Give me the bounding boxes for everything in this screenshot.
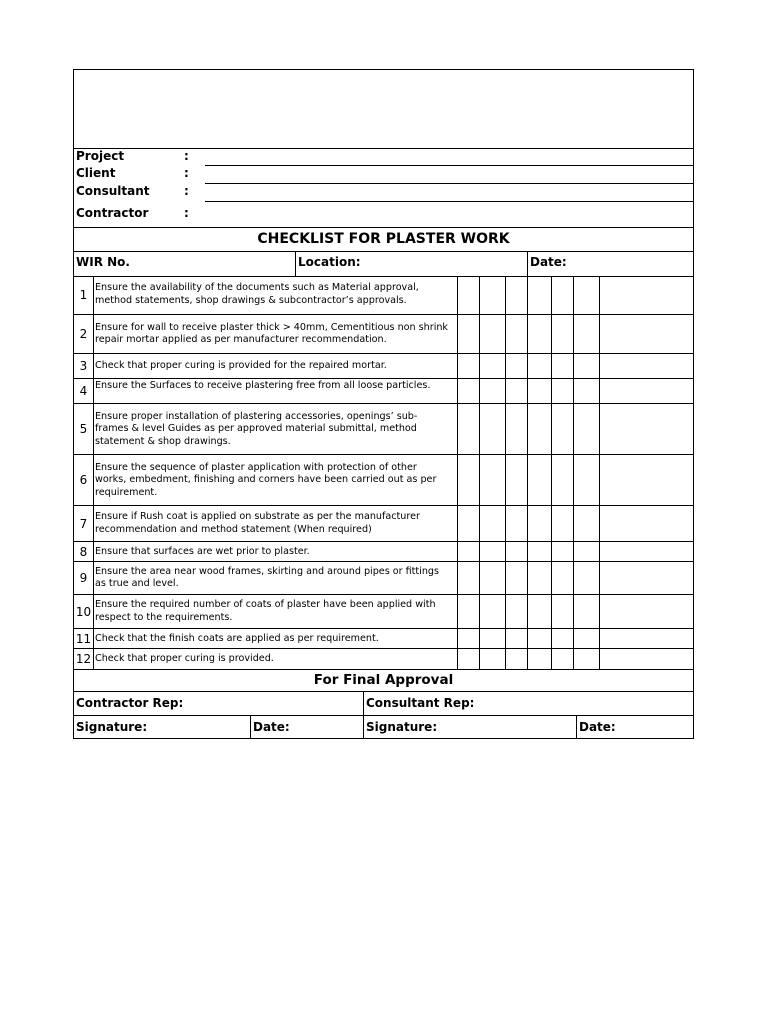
check-cell[interactable] bbox=[458, 315, 479, 353]
check-cell[interactable] bbox=[600, 562, 693, 594]
divider bbox=[74, 691, 693, 692]
divider bbox=[74, 251, 693, 252]
item-number: 6 bbox=[79, 473, 88, 487]
check-cell[interactable] bbox=[506, 562, 527, 594]
check-cell[interactable] bbox=[574, 276, 599, 314]
check-cell[interactable] bbox=[552, 506, 573, 541]
check-cell[interactable] bbox=[574, 455, 599, 505]
check-cell[interactable] bbox=[480, 276, 505, 314]
final-approval-title: For Final Approval bbox=[313, 672, 454, 688]
divider bbox=[576, 715, 577, 738]
check-cell[interactable] bbox=[552, 595, 573, 628]
check-cell[interactable] bbox=[458, 455, 479, 505]
check-cell[interactable] bbox=[480, 455, 505, 505]
item-description: Ensure for wall to receive plaster thick > 40mm, Cementitious non shrink repair mortar applied as per manufacturer recommendation. bbox=[95, 321, 448, 346]
divider bbox=[250, 715, 251, 738]
check-cell[interactable] bbox=[506, 276, 527, 314]
item-description: Ensure if Rush coat is applied on substrate as per the manufacturer recommendation and method statement (When required) bbox=[95, 511, 420, 535]
check-cell[interactable] bbox=[600, 404, 693, 454]
check-cell[interactable] bbox=[574, 354, 599, 378]
contractor-date-label: Date: bbox=[253, 720, 290, 734]
check-cell[interactable] bbox=[600, 455, 693, 505]
check-cell[interactable] bbox=[480, 379, 505, 403]
checklist-row bbox=[74, 648, 693, 669]
check-cell[interactable] bbox=[506, 354, 527, 378]
consultant-colon: : bbox=[184, 184, 189, 198]
checklist-row bbox=[74, 594, 693, 628]
item-number: 3 bbox=[79, 359, 88, 373]
check-cell[interactable] bbox=[458, 595, 479, 628]
project-colon: : bbox=[184, 149, 189, 163]
divider bbox=[527, 251, 528, 276]
divider bbox=[295, 251, 296, 276]
check-cell[interactable] bbox=[528, 455, 551, 505]
check-cell[interactable] bbox=[506, 455, 527, 505]
check-cell[interactable] bbox=[600, 595, 693, 628]
divider bbox=[93, 542, 94, 561]
check-cell[interactable] bbox=[574, 315, 599, 353]
check-cell[interactable] bbox=[528, 649, 551, 669]
item-number: 11 bbox=[75, 631, 92, 646]
consultant-date-label: Date: bbox=[579, 720, 616, 734]
check-cell[interactable] bbox=[600, 276, 693, 314]
project-label: Project bbox=[76, 149, 125, 163]
item-number: 1 bbox=[79, 287, 88, 302]
check-cell[interactable] bbox=[528, 562, 551, 594]
check-cell[interactable] bbox=[552, 542, 573, 561]
check-cell[interactable] bbox=[458, 649, 479, 669]
checklist-title: CHECKLIST FOR PLASTER WORK bbox=[257, 231, 510, 247]
check-cell[interactable] bbox=[480, 354, 505, 378]
divider bbox=[93, 455, 94, 505]
item-number: 12 bbox=[75, 652, 92, 666]
client-colon: : bbox=[184, 166, 189, 180]
check-cell[interactable] bbox=[480, 542, 505, 561]
check-cell[interactable] bbox=[480, 595, 505, 628]
item-description: Ensure that surfaces are wet prior to plaster. bbox=[95, 545, 310, 557]
logo-area bbox=[74, 70, 693, 148]
check-cell[interactable] bbox=[528, 379, 551, 403]
checklist-row bbox=[74, 276, 693, 314]
checklist-rows bbox=[74, 276, 693, 669]
check-cell[interactable] bbox=[552, 404, 573, 454]
check-cell[interactable] bbox=[600, 506, 693, 541]
divider bbox=[93, 315, 94, 353]
check-cell[interactable] bbox=[552, 276, 573, 314]
item-description: Ensure the area near wood frames, skirting and around pipes or fittings as true and level. bbox=[95, 565, 440, 590]
divider bbox=[93, 276, 94, 314]
checklist-row bbox=[74, 378, 693, 403]
check-cell[interactable] bbox=[506, 649, 527, 669]
check-cell[interactable] bbox=[552, 649, 573, 669]
check-cell[interactable] bbox=[574, 595, 599, 628]
wir-date-label: Date: bbox=[530, 255, 567, 269]
divider bbox=[93, 354, 94, 378]
check-cell[interactable] bbox=[574, 649, 599, 669]
check-cell[interactable] bbox=[506, 404, 527, 454]
item-description: Ensure the Surfaces to receive plastering free from all loose particles. bbox=[95, 380, 431, 391]
check-cell[interactable] bbox=[574, 379, 599, 403]
divider bbox=[93, 379, 94, 403]
check-cell[interactable] bbox=[574, 404, 599, 454]
check-cell[interactable] bbox=[458, 379, 479, 403]
check-cell[interactable] bbox=[458, 542, 479, 561]
check-cell[interactable] bbox=[552, 315, 573, 353]
item-description: Check that proper curing is provided for the repaired mortar. bbox=[95, 360, 387, 372]
divider bbox=[93, 506, 94, 541]
check-cell[interactable] bbox=[552, 379, 573, 403]
item-description: Check that the finish coats are applied as per requirement. bbox=[95, 632, 379, 644]
client-label: Client bbox=[76, 166, 116, 180]
item-description: Ensure the availability of the documents such as Material approval, method statements, shop drawings & subcontractor’s approvals. bbox=[95, 282, 419, 306]
project-field[interactable] bbox=[205, 165, 693, 166]
check-cell[interactable] bbox=[528, 276, 551, 314]
divider bbox=[74, 227, 693, 228]
check-cell[interactable] bbox=[600, 354, 693, 378]
check-cell[interactable] bbox=[600, 649, 693, 669]
divider bbox=[74, 669, 693, 670]
check-cell[interactable] bbox=[600, 379, 693, 403]
consultant-field[interactable] bbox=[205, 201, 693, 202]
divider bbox=[93, 595, 94, 628]
check-cell[interactable] bbox=[506, 315, 527, 353]
check-cell[interactable] bbox=[458, 404, 479, 454]
check-cell[interactable] bbox=[480, 404, 505, 454]
check-cell[interactable] bbox=[528, 404, 551, 454]
check-cell[interactable] bbox=[506, 542, 527, 561]
consultant-rep-label: Consultant Rep: bbox=[366, 696, 475, 710]
check-cell[interactable] bbox=[480, 506, 505, 541]
check-cell[interactable] bbox=[600, 315, 693, 353]
client-field[interactable] bbox=[205, 183, 693, 184]
check-cell[interactable] bbox=[552, 629, 573, 648]
divider bbox=[93, 404, 94, 454]
check-cell[interactable] bbox=[552, 455, 573, 505]
divider bbox=[74, 715, 693, 716]
checklist-row bbox=[74, 505, 693, 541]
check-cell[interactable] bbox=[600, 542, 693, 561]
check-cell[interactable] bbox=[506, 595, 527, 628]
item-number: 5 bbox=[79, 422, 88, 436]
check-cell[interactable] bbox=[528, 506, 551, 541]
item-description: Ensure the required number of coats of plaster have been applied with respect to the requirements. bbox=[95, 599, 436, 623]
check-cell[interactable] bbox=[458, 629, 479, 648]
check-cell[interactable] bbox=[480, 562, 505, 594]
check-cell[interactable] bbox=[480, 629, 505, 648]
check-cell[interactable] bbox=[574, 506, 599, 541]
item-number: 10 bbox=[75, 604, 92, 619]
check-cell[interactable] bbox=[458, 276, 479, 314]
wir-no-label: WIR No. bbox=[76, 255, 130, 269]
checklist-row bbox=[74, 314, 693, 353]
check-cell[interactable] bbox=[528, 595, 551, 628]
check-cell[interactable] bbox=[458, 506, 479, 541]
checklist-row bbox=[74, 541, 693, 561]
check-cell[interactable] bbox=[574, 562, 599, 594]
divider bbox=[93, 649, 94, 669]
check-cell[interactable] bbox=[506, 379, 527, 403]
item-description: Check that proper curing is provided. bbox=[95, 653, 274, 665]
check-cell[interactable] bbox=[528, 315, 551, 353]
check-cell[interactable] bbox=[480, 315, 505, 353]
item-number: 7 bbox=[79, 516, 88, 531]
item-number: 9 bbox=[79, 571, 88, 585]
item-description: Ensure proper installation of plastering accessories, openings’ sub-frames & level Guides as per approved material submittal, method statement & shop drawings. bbox=[95, 410, 418, 447]
check-cell[interactable] bbox=[528, 629, 551, 648]
check-cell[interactable] bbox=[574, 542, 599, 561]
checklist-row bbox=[74, 561, 693, 594]
contractor-label: Contractor bbox=[76, 206, 149, 220]
check-cell[interactable] bbox=[600, 629, 693, 648]
check-cell[interactable] bbox=[552, 562, 573, 594]
checklist-row bbox=[74, 403, 693, 454]
item-description: Ensure the sequence of plaster application with protection of other works, embedment, finishing and corners have been carried out as per requirement. bbox=[95, 461, 437, 498]
location-label: Location: bbox=[298, 255, 361, 269]
contractor-rep-label: Contractor Rep: bbox=[76, 696, 184, 710]
divider bbox=[93, 562, 94, 594]
item-number: 2 bbox=[79, 327, 88, 341]
consultant-signature-label: Signature: bbox=[366, 720, 438, 734]
checklist-row bbox=[74, 353, 693, 378]
check-cell[interactable] bbox=[480, 649, 505, 669]
checklist-form bbox=[73, 69, 694, 739]
check-cell[interactable] bbox=[458, 562, 479, 594]
contractor-signature-label: Signature: bbox=[76, 720, 148, 734]
check-cell[interactable] bbox=[506, 629, 527, 648]
check-cell[interactable] bbox=[506, 506, 527, 541]
divider bbox=[93, 629, 94, 648]
check-cell[interactable] bbox=[528, 354, 551, 378]
item-number: 4 bbox=[79, 384, 88, 398]
divider bbox=[74, 148, 693, 149]
checklist-row bbox=[74, 628, 693, 648]
item-number: 8 bbox=[79, 544, 88, 559]
checklist-row bbox=[74, 454, 693, 505]
check-cell[interactable] bbox=[574, 629, 599, 648]
check-cell[interactable] bbox=[458, 354, 479, 378]
check-cell[interactable] bbox=[528, 542, 551, 561]
contractor-colon: : bbox=[184, 206, 189, 220]
check-cell[interactable] bbox=[552, 354, 573, 378]
consultant-label: Consultant bbox=[76, 184, 150, 198]
